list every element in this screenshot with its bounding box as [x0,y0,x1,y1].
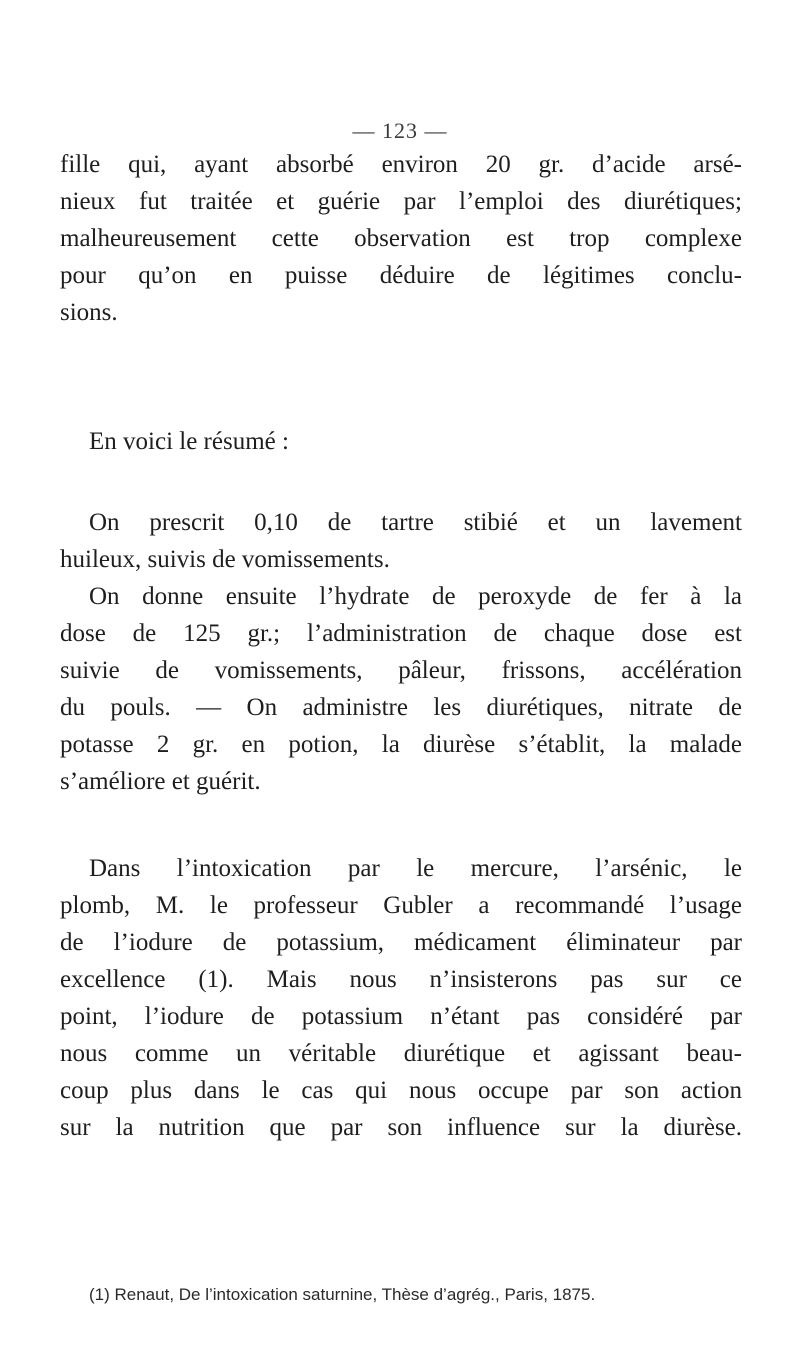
page-number: — 123 — [352,118,448,143]
text-line: sur la nutrition que par son influence sur la diurèse. [60,1114,742,1141]
text-line: point, l’iodure de potassium n’étant pas considéré par [60,1003,742,1030]
text-line: dose de 125 gr.; l’administration de chaque dose est [60,620,742,647]
text-line: s’améliore et guérit. [60,768,261,795]
text-line: potasse 2 gr. en potion, la diurèse s’établit, la malade [60,731,742,758]
text-line: excellence (1). Mais nous n’insisterons pas sur ce [60,966,742,993]
text-line: sions. [60,299,118,326]
text-line: En voici le résumé : [89,428,289,455]
paragraph-treatment [60,504,742,800]
text-line: nieux fut traitée et guérie par l’emploi des diurétiques; [60,188,742,215]
text-line: plomb, M. le professeur Gubler a recommandé l’usage [60,892,742,919]
paragraph-summary-heading [60,423,742,460]
text-line: malheureusement cette observation est trop complexe [60,225,742,252]
text-line: huileux, suivis de vomissements. [60,546,390,573]
text-line: suivie de vomissements, pâleur, frissons, accélération [60,657,742,684]
text-line: fille qui, ayant absorbé environ 20 gr. d’acide arsé- [60,151,742,178]
text-line: de l’iodure de potassium, médicament éliminateur par [60,929,742,956]
text-line: pour qu’on en puisse déduire de légitimes conclu- [60,262,742,289]
footnote: (1) Renaut, De l’intoxication saturnine, Thèse d’agrég., Paris, 1875. [89,1285,596,1304]
text-line: coup plus dans le cas qui nous occupe par son action [60,1077,742,1104]
paragraph-case-summary-intro [60,146,742,331]
text-line: nous comme un véritable diurétique et agissant beau- [60,1040,742,1067]
paragraph-iodure [60,850,742,1146]
text-line: On donne ensuite l’hydrate de peroxyde de fer à la [89,583,742,610]
text-line: du pouls. — On administre les diurétiques, nitrate de [60,694,742,721]
text-line: On prescrit 0,10 de tartre stibié et un lavement [89,509,742,536]
text-line: Dans l’intoxication par le mercure, l’arsénic, le [89,855,742,882]
